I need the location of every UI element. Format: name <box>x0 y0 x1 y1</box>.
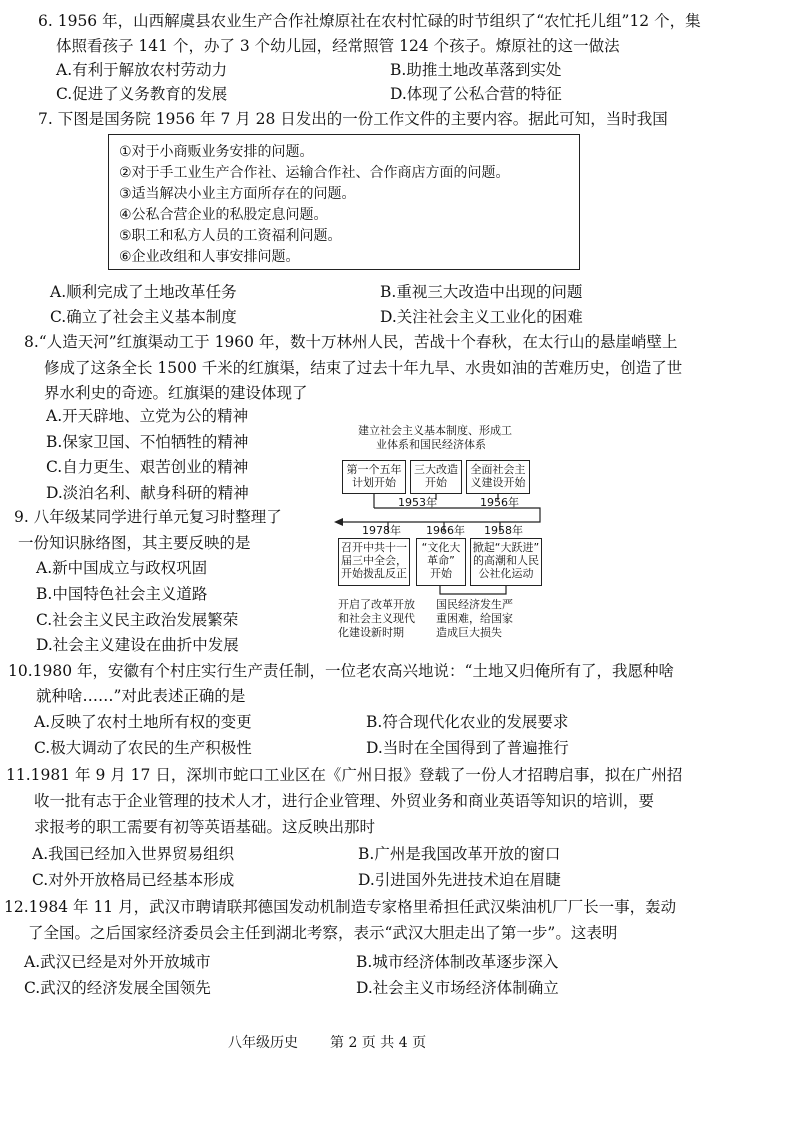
q11-option-d: D.引进国外先进技术迫在眉睫 <box>358 871 561 889</box>
box-text: 掀起“大跃进” <box>472 541 540 554</box>
diagram-year-1966: 1966年 <box>426 524 465 537</box>
q10-option-c: C.极大调动了农民的生产积极性 <box>34 739 252 757</box>
q7-doc-item-2: ②对于手工业生产合作社、运输合作社、合作商店方面的问题。 <box>119 165 510 181</box>
q8-option-c: C.自力更生、艰苦创业的精神 <box>46 458 249 476</box>
box-text: 召开中共十一 <box>341 541 407 554</box>
q8-option-b: B.保家卫国、不怕牺牲的精神 <box>46 433 249 451</box>
box-text: 届三中全会， <box>341 554 407 567</box>
q7-option-d: D.关注社会主义工业化的困难 <box>380 308 583 326</box>
q11-option-b: B.广州是我国改革开放的窗口 <box>358 845 561 863</box>
q12-option-a: A.武汉已经是对外开放城市 <box>24 953 211 971</box>
q12-option-d: D.社会主义市场经济体制确立 <box>356 979 559 997</box>
q6-option-b: B.助推土地改革落到实处 <box>390 61 562 79</box>
q10-option-a: A.反映了农村土地所有权的变更 <box>34 713 252 731</box>
q9-option-b: B.中国特色社会主义道路 <box>36 585 208 603</box>
box-text: 公社化运动 <box>478 567 534 580</box>
q11-option-a: A.我国已经加入世界贸易组织 <box>32 845 235 863</box>
q9-option-c: C.社会主义民主政治发展繁荣 <box>36 611 239 629</box>
diagram-top-line1: 建立社会主义基本制度、形成工 <box>358 424 512 437</box>
q6-stem-line1: 6. 1956 年，山西解虞县农业生产合作社燎原社在农村忙碌的时节组织了“农忙托儿组”12 个，集 <box>38 12 701 30</box>
q7-stem: 7. 下图是国务院 1956 年 7 月 28 日发出的一份工作文件的主要内容。据此可知，当时我国 <box>38 110 668 128</box>
q6-option-c: C.促进了义务教育的发展 <box>56 85 228 103</box>
box-text: 义建设开始 <box>470 476 526 489</box>
diagram-year-1953: 1953年 <box>398 496 437 509</box>
q12-option-b: B.城市经济体制改革逐步深入 <box>356 953 559 971</box>
q7-doc-item-5: ⑤职工和私方人员的工资福利问题。 <box>119 228 342 244</box>
diagram-year-1958: 1958年 <box>484 524 523 537</box>
q7-doc-item-1: ①对于小商贩业务安排的问题。 <box>119 144 314 160</box>
q11-option-c: C.对外开放格局已经基本形成 <box>32 871 235 889</box>
box-text: 革命” <box>427 554 455 567</box>
q7-option-a: A.顺利完成了土地改革任务 <box>50 283 237 301</box>
box-text: “文化大 <box>421 541 461 554</box>
q9-stem-line2: 一份知识脉络图，其主要反映的是 <box>18 534 251 552</box>
q8-stem-line2: 修成了这条全长 1500 千米的红旗渠，结束了过去十年九旱、水贵如油的苦难历史，创造了世 <box>44 359 683 377</box>
q8-stem-line1: 8.“人造天河”红旗渠动工于 1960 年，数十万林州人民，苦战十个春秋，在太行山的悬崖峭壁上 <box>24 333 678 351</box>
q10-stem-line1: 10.1980 年，安徽有个村庄实行生产责任制，一位老农高兴地说：“土地又归俺所有了，我愿种啥 <box>8 662 674 680</box>
q9-option-a: A.新中国成立与政权巩固 <box>36 559 208 577</box>
diagram-bottom-right-line1: 国民经济发生严 <box>436 598 513 611</box>
box-text: 开始 <box>430 567 452 580</box>
diagram-top-line2: 业体系和国民经济体系 <box>376 438 486 451</box>
q9-stem-line1: 9. 八年级某同学进行单元复习时整理了 <box>14 508 282 526</box>
q12-option-c: C.武汉的经济发展全国领先 <box>24 979 211 997</box>
q12-stem-line2: 了全国。之后国家经济委员会主任到湖北考察，表示“武汉大胆走出了第一步”。这表明 <box>28 924 618 942</box>
q7-doc-item-6: ⑥企业改组和人事安排问题。 <box>119 249 300 265</box>
q6-stem-line2: 体照看孩子 141 个，办了 3 个幼儿园，经常照管 124 个孩子。燎原社的这一做法 <box>56 37 620 55</box>
q11-stem-line1: 11.1981 年 9 月 17 日，深圳市蛇口工业区在《广州日报》登载了一份人才招聘启事，拟在广州招 <box>6 766 683 784</box>
q11-stem-line3: 求报考的职工需要有初等英语基础。这反映出那时 <box>34 818 376 836</box>
q12-stem-line1: 12.1984 年 11 月，武汉市聘请联邦德国发动机制造专家格里希担任武汉柴油机厂厂长一事，轰动 <box>4 898 677 916</box>
q7-option-c: C.确立了社会主义基本制度 <box>50 308 237 326</box>
box-text: 三大改造 <box>414 463 458 476</box>
diagram-bottom-right-line3: 造成巨大损失 <box>436 626 502 639</box>
q7-option-b: B.重视三大改造中出现的问题 <box>380 283 583 301</box>
footer-page-number: 第 2 页 共 4 页 <box>330 1035 427 1051</box>
diagram-bottom-left-line2: 和社会主义现代 <box>338 612 415 625</box>
q9-option-d: D.社会主义建设在曲折中发展 <box>36 636 239 654</box>
footer-subject: 八年级历史 <box>228 1035 298 1051</box>
diagram-year-1956: 1956年 <box>480 496 519 509</box>
diagram-bottom-left-line1: 开启了改革开放 <box>338 598 415 611</box>
q7-doc-item-4: ④公私合营企业的私股定息问题。 <box>119 207 328 223</box>
box-text: 开始拨乱反正 <box>341 567 407 580</box>
diagram-bottom-right-line2: 重困难，给国家 <box>436 612 513 625</box>
q10-option-b: B.符合现代化农业的发展要求 <box>366 713 569 731</box>
box-text: 开始 <box>425 476 447 489</box>
q8-option-a: A.开天辟地、立党为公的精神 <box>46 407 249 425</box>
q10-stem-line2: 就种啥……”对此表述正确的是 <box>36 687 246 705</box>
q10-option-d: D.当时在全国得到了普遍推行 <box>366 739 569 757</box>
box-text: 的高潮和人民 <box>473 554 539 567</box>
q6-option-d: D.体现了公私合营的特征 <box>390 85 562 103</box>
diagram-bottom-left-line3: 化建设新时期 <box>338 626 404 639</box>
q6-option-a: A.有利于解放农村劳动力 <box>56 61 228 79</box>
q7-doc-item-3: ③适当解决小业主方面所存在的问题。 <box>119 186 356 202</box>
q11-stem-line2: 收一批有志于企业管理的技术人才，进行企业管理、外贸业务和商业英语等知识的培训，要 <box>34 792 655 810</box>
q8-stem-line3: 界水利史的奇迹。红旗渠的建设体现了 <box>44 384 308 402</box>
q8-option-d: D.淡泊名利、献身科研的精神 <box>46 484 249 502</box>
box-text: 计划开始 <box>352 476 396 489</box>
box-text: 第一个五年 <box>346 463 402 476</box>
diagram-year-1978: 1978年 <box>362 524 401 537</box>
box-text: 全面社会主 <box>470 463 526 476</box>
